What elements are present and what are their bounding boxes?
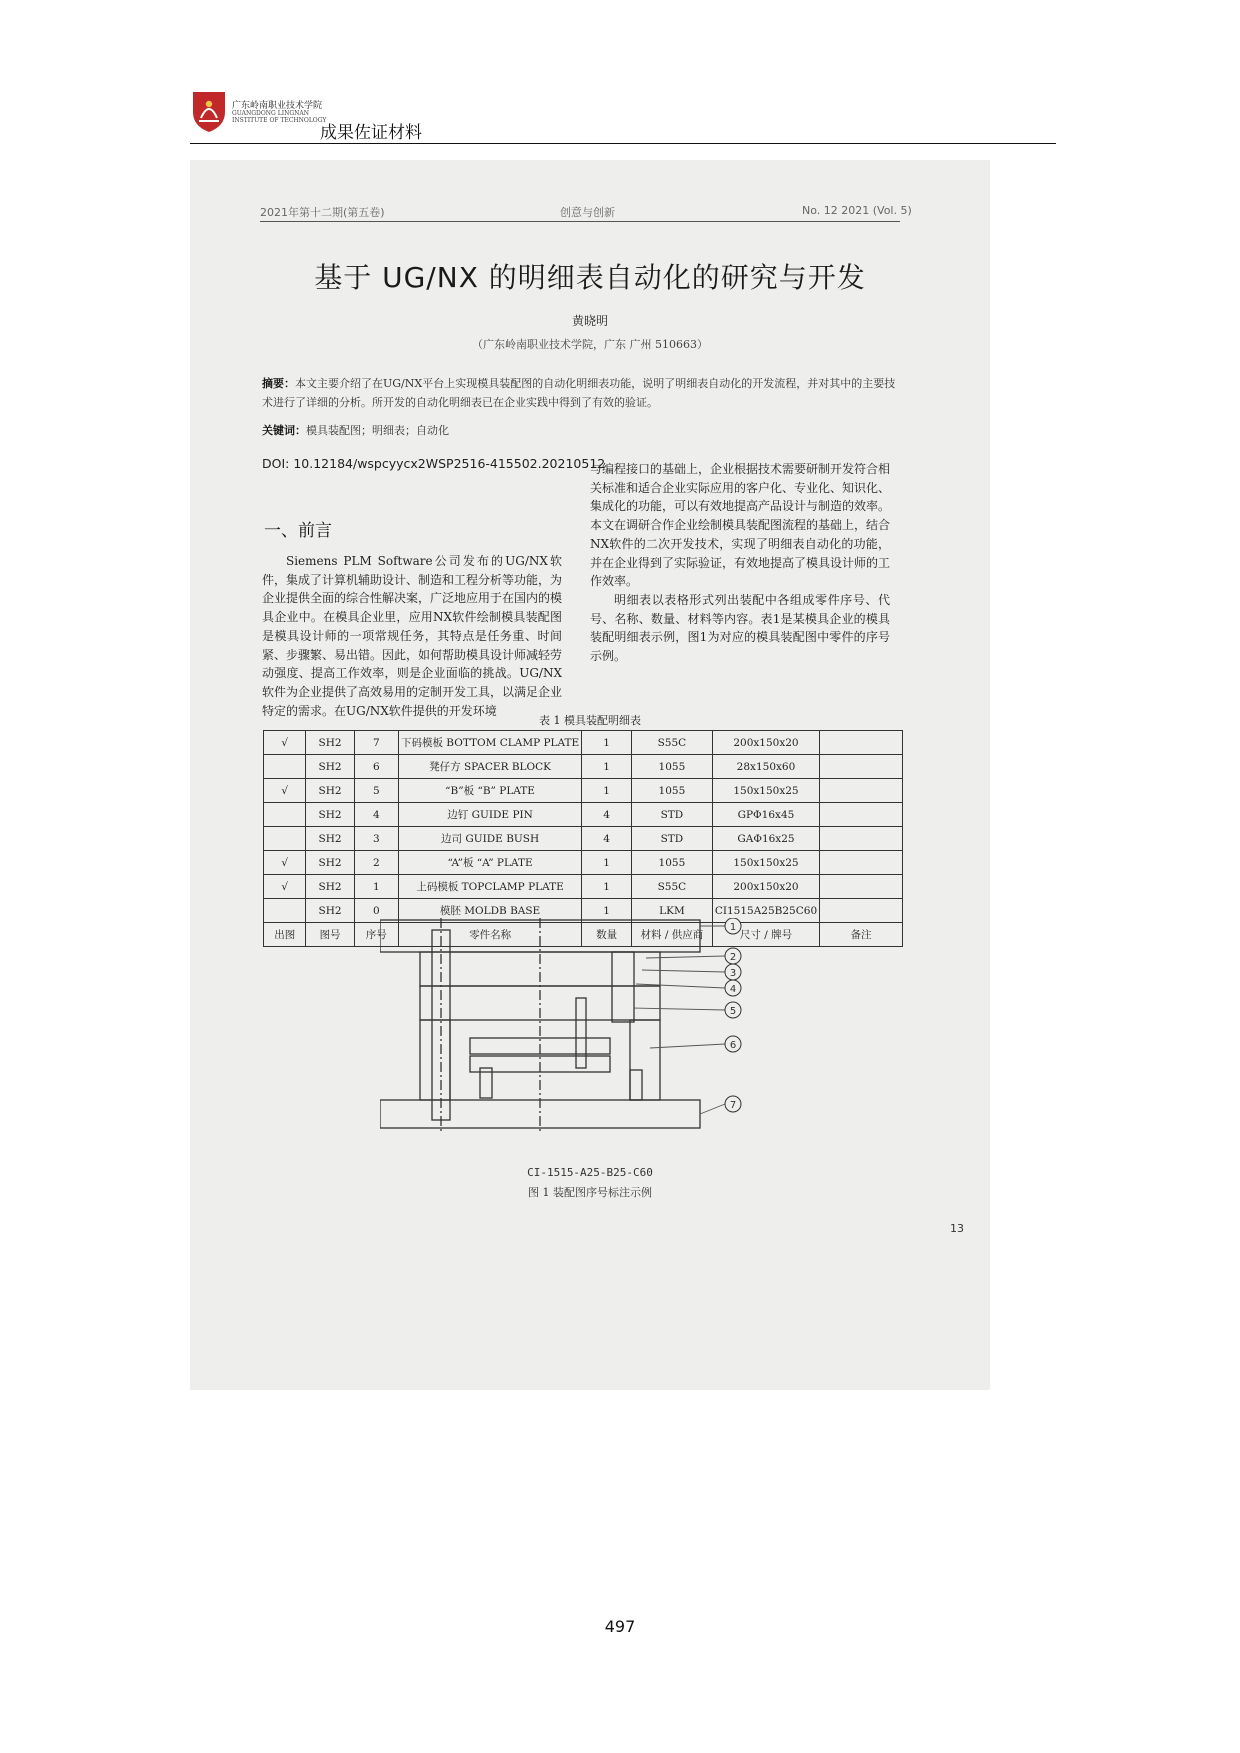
paper-affiliation: （广东岭南职业技术学院，广东 广州 510663） [472, 338, 708, 351]
cell-remarks [820, 755, 903, 779]
cell-drawing-no: SH2 [306, 899, 354, 923]
journal-header-rule [260, 221, 900, 222]
cell-part-name: “B”板 “B” PLATE [398, 779, 581, 803]
mold-assembly-drawing [380, 918, 800, 1163]
institution-logo [190, 88, 228, 134]
abstract [262, 374, 902, 412]
figure-caption: 图 1 装配图序号标注示例 [528, 1186, 652, 1199]
cell-issued [264, 755, 306, 779]
header-cell: 零件名称 [398, 923, 581, 947]
cell-item-no: 1 [354, 875, 398, 899]
cell-part-name: 上码模板 TOPCLAMP PLATE [398, 875, 581, 899]
journal-issue: 2021年第十二期(第五卷) [260, 206, 385, 219]
cell-material: 1055 [632, 779, 713, 803]
callout-7: 7 [729, 1100, 737, 1111]
cell-item-no: 2 [354, 851, 398, 875]
keywords-text: 模具装配图；明细表；自动化 [306, 424, 449, 437]
abstract-label: 摘要： [262, 377, 295, 390]
body-paragraph-1: 与编程接口的基础上，企业根据技术需要研制开发符合相关标准和适合企业实际应用的客户化、专业化、知识化、集成化的功能，可以有效地提高产品设计与制造的效率。本文在调研合作企业绘制模具装配图流程的基础上，结合NX软件的二次开发技术，实现了明细表自动化的功能，并在企业得到了实际验证，有效地提高了模具设计师的工作效率。 [590, 462, 891, 589]
cell-part-name: 边司 GUIDE BUSH [398, 827, 581, 851]
page-number: 497 [604, 1617, 636, 1636]
callout-2: 2 [729, 952, 737, 963]
table-row [264, 731, 903, 755]
cell-drawing-no: SH2 [306, 803, 354, 827]
journal-page-number: 13 [950, 1222, 964, 1235]
table-row [264, 875, 903, 899]
cell-remarks [820, 875, 903, 899]
cell-issued: √ [264, 779, 306, 803]
cell-quantity: 1 [582, 851, 632, 875]
header-cell: 图号 [306, 923, 354, 947]
cell-issued: √ [264, 851, 306, 875]
cell-issued: √ [264, 731, 306, 755]
cell-issued [264, 803, 306, 827]
journal-name: 创意与创新 [560, 206, 615, 219]
table-row [264, 851, 903, 875]
cell-remarks [820, 779, 903, 803]
header-cell: 备注 [820, 923, 903, 947]
paper-title: 基于 UG/NX 的明细表自动化的研究与开发 [314, 261, 866, 294]
cell-size: 200x150x20 [712, 875, 819, 899]
header-cell: 尺寸 / 牌号 [712, 923, 819, 947]
paper-author: 黄晓明 [571, 314, 608, 328]
cell-part-name: 下码模板 BOTTOM CLAMP PLATE [398, 731, 581, 755]
cell-part-name: 凳仔方 SPACER BLOCK [398, 755, 581, 779]
cell-item-no: 5 [354, 779, 398, 803]
header-cell: 出图 [264, 923, 306, 947]
table-row [264, 827, 903, 851]
scanned-page [190, 160, 990, 1390]
cell-material: STD [632, 803, 713, 827]
mold-base-code: CI-1515-A25-B25-C60 [527, 1166, 653, 1179]
cell-quantity: 1 [582, 779, 632, 803]
cell-drawing-no: SH2 [306, 827, 354, 851]
cell-drawing-no: SH2 [306, 731, 354, 755]
institution-name-en-line2: INSTITUTE OF TECHNOLOGY [232, 117, 327, 124]
cell-size: CI1515A25B25C60 [712, 899, 819, 923]
cell-drawing-no: SH2 [306, 875, 354, 899]
callout-5: 5 [729, 1006, 737, 1017]
cell-material: S55C [632, 731, 713, 755]
cell-part-name: 边钉 GUIDE PIN [398, 803, 581, 827]
cell-item-no: 7 [354, 731, 398, 755]
cell-material: LKM [632, 899, 713, 923]
cell-item-no: 4 [354, 803, 398, 827]
bom-table-body [264, 731, 903, 923]
section-heading: 一、前言 [264, 521, 332, 541]
cell-material: 1055 [632, 851, 713, 875]
table-row [264, 803, 903, 827]
cell-item-no: 3 [354, 827, 398, 851]
cell-item-no: 0 [354, 899, 398, 923]
cell-issued [264, 899, 306, 923]
bom-table [263, 730, 903, 947]
header-rule [190, 143, 1056, 144]
keywords [262, 422, 449, 438]
cell-remarks [820, 803, 903, 827]
cell-remarks [820, 899, 903, 923]
cell-quantity: 1 [582, 875, 632, 899]
keywords-label: 关键词： [262, 424, 306, 437]
callout-1: 1 [729, 922, 737, 933]
cell-remarks [820, 827, 903, 851]
header-cell: 数量 [582, 923, 632, 947]
cell-drawing-no: SH2 [306, 755, 354, 779]
table-caption: 表 1 模具装配明细表 [539, 714, 641, 727]
cell-drawing-no: SH2 [306, 851, 354, 875]
cell-part-name: 模胚 MOLDB BASE [398, 899, 581, 923]
cell-quantity: 1 [582, 899, 632, 923]
body-column-right [590, 460, 890, 666]
cell-quantity: 4 [582, 827, 632, 851]
institution-name-cn: 广东岭南职业技术学院 [232, 101, 323, 111]
cell-issued: √ [264, 875, 306, 899]
header-cell: 序号 [354, 923, 398, 947]
cell-remarks [820, 851, 903, 875]
callout-3: 3 [729, 968, 737, 979]
cell-size: GPΦ16x45 [712, 803, 819, 827]
cell-part-name: “A”板 “A” PLATE [398, 851, 581, 875]
cell-drawing-no: SH2 [306, 779, 354, 803]
cell-issued [264, 827, 306, 851]
cell-remarks [820, 731, 903, 755]
cell-quantity: 1 [582, 731, 632, 755]
header-cell: 材料 / 供应商 [632, 923, 713, 947]
table-row [264, 755, 903, 779]
cell-size: 150x150x25 [712, 851, 819, 875]
table-row [264, 779, 903, 803]
cell-size: 200x150x20 [712, 731, 819, 755]
journal-volume: No. 12 2021 (Vol. 5) [802, 204, 912, 217]
cell-quantity: 1 [582, 755, 632, 779]
cell-material: STD [632, 827, 713, 851]
callout-6: 6 [729, 1040, 737, 1051]
doi: DOI: 10.12184/wspcyycx2WSP2516-415502.20210512 [262, 456, 606, 471]
cell-material: S55C [632, 875, 713, 899]
body-column-left: Siemens PLM Software公司发布的UG/NX软件，集成了计算机辅助设计、制造和工程分析等功能，为企业提供全面的综合性解决案，广泛地应用于在国内的模具企业中。在模具企业里，应用NX软件绘制模具装配图是模具设计师的一项常规任务，其特点是任务重、时间紧、步骤繁、易出错。因此，如何帮助模具设计师减轻劳动强度、提高工作效率，则是企业面临的挑战。UG/NX软件为企业提供了高效易用的定制开发工具，以满足企业特定的需求。在UG/NX软件提供的开发环境 [262, 554, 563, 718]
body-paragraph-2: 明细表以表格形式列出装配中各组成零件序号、代号、名称、数量、材料等内容。表1是某模具企业的模具装配明细表示例，图1为对应的模具装配图中零件的序号示例。 [590, 592, 890, 664]
institution-name-en [232, 110, 326, 124]
institution-name-en-line1: GUANGDONG LINGNAN [232, 110, 309, 117]
cell-quantity: 4 [582, 803, 632, 827]
cell-size: 28x150x60 [712, 755, 819, 779]
cell-size: GAΦ16x25 [712, 827, 819, 851]
cell-material: 1055 [632, 755, 713, 779]
header-title: 成果佐证材料 [320, 123, 422, 143]
cell-size: 150x150x25 [712, 779, 819, 803]
callout-4: 4 [729, 984, 737, 995]
cell-item-no: 6 [354, 755, 398, 779]
abstract-text: 本文主要介绍了在UG/NX平台上实现模具装配图的自动化明细表功能，说明了明细表自动化的开发流程，并对其中的主要技术进行了详细的分析。所开发的自动化明细表已在企业实践中得到了有效的验证。 [262, 377, 896, 409]
